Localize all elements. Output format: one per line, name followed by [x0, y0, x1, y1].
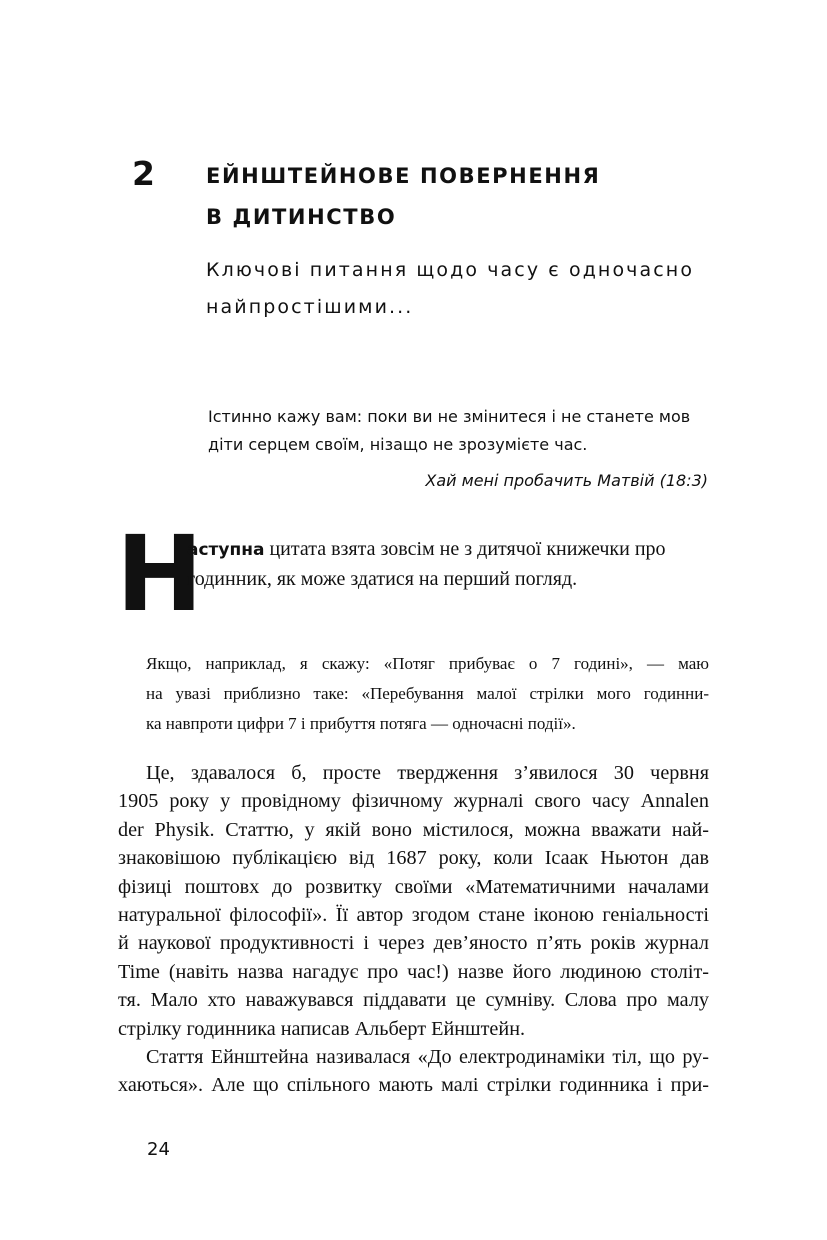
body-line: Це, здавалося б, просте твердження з’явилося 30 червня	[146, 762, 709, 784]
chapter-number: 2	[132, 154, 157, 193]
chapter-subtitle-line-2: найпростішими...	[206, 296, 414, 318]
lead-paragraph	[187, 535, 709, 594]
body-line: Стаття Ейнштейна називалася «До електродинаміки тіл, що ру-	[146, 1046, 709, 1069]
block-quote-line-2: на увазі приблизно таке: «Перебування малої стрілки мого годинни-	[146, 684, 709, 703]
chapter-subtitle-line-1: Ключові питання щодо часу є одночасно	[206, 259, 695, 281]
body-line: 1905 року у провідному фізичному журналі свого часу Annalen	[118, 790, 709, 813]
lead-line-1-rest: цитата взята зовсім не з дитячої книжечки про	[264, 538, 666, 560]
body-text	[118, 759, 709, 1100]
body-line: фізиці поштовх до розвитку своїми «Математичними началами	[118, 875, 709, 898]
body-line: натуральної філософії». Її автор згодом стане іконою геніальності	[118, 904, 709, 927]
body-line: й наукової продуктивності і через дев’яносто п’ять років журнал	[118, 932, 709, 955]
body-line: стрілку годинника написав Альберт Ейнштейн.	[118, 1017, 526, 1040]
body-line: хаються». Але що спільного мають малі стрілки годинника і при-	[118, 1074, 709, 1097]
block-quote	[146, 649, 709, 739]
chapter-title	[206, 156, 600, 238]
body-line: знаковішою публікацією від 1687 року, коли Ісаак Ньютон дав	[118, 847, 709, 870]
lead-line-2: годинник, як може здатися на перший погляд.	[187, 568, 578, 590]
chapter-title-line-2: В ДИТИНСТВО	[206, 205, 397, 229]
body-line: Time (навіть назва нагадує про час!) назве його людиною століт-	[118, 960, 709, 983]
block-quote-line-3: ка навпроти цифри 7 і прибуття потяга — одночасні події».	[146, 714, 576, 733]
lead-bold-word: аступна	[187, 540, 265, 560]
epigraph-line-1: Істинно кажу вам: поки ви не змінитеся і не станете мов	[208, 407, 691, 426]
epigraph-line-2: діти серцем своїм, нізащо не зрозумієте час.	[208, 435, 588, 454]
body-line: der Physik. Статтю, у якій воно містилося, можна вважати най-	[118, 818, 709, 841]
lead-line-1	[187, 535, 709, 565]
epigraph-attribution: Хай мені пробачить Матвій (18:3)	[425, 471, 708, 490]
chapter-subtitle	[206, 252, 694, 326]
body-line: тя. Мало хто наважувався піддавати це сумніву. Слова про малу	[118, 989, 709, 1012]
chapter-title-line-1: ЕЙНШТЕЙНОВЕ ПОВЕРНЕННЯ	[206, 164, 601, 188]
drop-cap: Н	[116, 513, 202, 635]
block-quote-line-1: Якщо, наприклад, я скажу: «Потяг прибуває о 7 годині», — маю	[146, 654, 709, 673]
page-number: 24	[147, 1139, 170, 1160]
epigraph	[208, 403, 690, 459]
